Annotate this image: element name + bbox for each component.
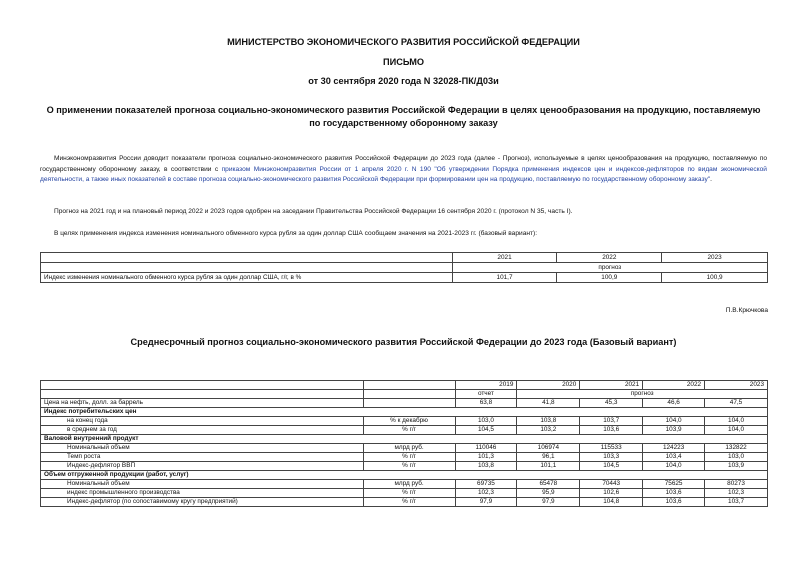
- value-cell: 101,3: [455, 453, 517, 462]
- value-cell: 103,8: [455, 462, 517, 471]
- ministry-heading: МИНИСТЕРСТВО ЭКОНОМИЧЕСКОГО РАЗВИТИЯ РОССИЙСКОЙ ФЕДЕРАЦИИ: [227, 37, 580, 47]
- value-cell: 104,0: [643, 462, 705, 471]
- value-cell: 103,7: [580, 417, 643, 426]
- table-row: [41, 426, 768, 435]
- value-cell: 97,9: [455, 498, 517, 507]
- value-cell: 103,4: [643, 453, 705, 462]
- value-cell: 101,7: [452, 273, 557, 283]
- unit-cell: % г/г: [363, 453, 455, 462]
- value-cell: 104,5: [455, 426, 517, 435]
- value-cell: 70443: [580, 480, 643, 489]
- section-header: Валовой внутренний продукт: [41, 435, 768, 444]
- value-cell: 110046: [455, 444, 517, 453]
- row-label: Номинальный объем: [41, 444, 364, 453]
- intro-text: Минэкономразвития России доводит показатели прогноза социально-экономического развития Российской Федерации до 2023 года (далее - Прогноз), используемые в целях ценообразования на продукцию, поставляемую по государственному оборонному заказу, в соответствии с: [40, 155, 767, 173]
- value-cell: 102,6: [580, 489, 643, 498]
- value-cell: 103,9: [705, 462, 768, 471]
- row-label: Индекс-дефлятор ВВП: [41, 462, 364, 471]
- value-cell: 103,2: [517, 426, 580, 435]
- signature: П.В.Крючкова: [725, 307, 768, 314]
- intro-end: .: [710, 176, 712, 183]
- empty-cell: [363, 381, 455, 390]
- value-cell: 80273: [705, 480, 768, 489]
- value-cell: 103,6: [643, 489, 705, 498]
- table-row: [41, 498, 768, 507]
- paragraph-intro: [40, 154, 767, 186]
- empty-cell: [41, 390, 364, 399]
- value-cell: 97,9: [517, 498, 580, 507]
- value-cell: 104,5: [580, 462, 643, 471]
- table-row: [41, 273, 768, 283]
- value-cell: 96,1: [517, 453, 580, 462]
- value-cell: 103,7: [705, 498, 768, 507]
- table-row: [41, 263, 768, 273]
- empty-cell: [41, 253, 453, 263]
- table-row: [41, 453, 768, 462]
- table-row: [41, 462, 768, 471]
- unit-cell: млрд руб.: [363, 480, 455, 489]
- table-row: [41, 408, 768, 417]
- unit-cell: [363, 399, 455, 408]
- year-header: 2021: [580, 381, 643, 390]
- unit-cell: % г/г: [363, 489, 455, 498]
- value-cell: 103,6: [580, 426, 643, 435]
- year-header: 2022: [643, 381, 705, 390]
- unit-cell: % г/г: [363, 426, 455, 435]
- value-cell: 100,9: [557, 273, 662, 283]
- row-label: Индекс изменения номинального обменного курса рубля за один доллар США, г/г, в %: [41, 273, 453, 283]
- table-row: [41, 417, 768, 426]
- table-row: [41, 489, 768, 498]
- value-cell: 104,8: [580, 498, 643, 507]
- forecast-subheader: прогноз: [517, 390, 768, 399]
- unit-cell: % г/г: [363, 498, 455, 507]
- row-label: индекс промышленного производства: [41, 489, 364, 498]
- value-cell: 102,3: [705, 489, 768, 498]
- document-date: от 30 сентября 2020 года N 32028-ПК/Д03и: [308, 76, 499, 86]
- empty-cell: [363, 390, 455, 399]
- value-cell: 65478: [517, 480, 580, 489]
- document-subject: О применении показателей прогноза социально-экономического развития Российской Федерации в целях ценообразования на продукцию, поставляемую по государственному оборонному заказу: [46, 105, 761, 128]
- value-cell: 103,0: [705, 453, 768, 462]
- row-label: Индекс-дефлятор (по сопоставимому кругу предприятий): [41, 498, 364, 507]
- value-cell: 124223: [643, 444, 705, 453]
- value-cell: 75625: [643, 480, 705, 489]
- value-cell: 104,0: [643, 417, 705, 426]
- value-cell: 46,6: [643, 399, 705, 408]
- value-cell: 103,6: [643, 498, 705, 507]
- report-subheader: отчет: [455, 390, 517, 399]
- value-cell: 103,0: [455, 417, 517, 426]
- year-header: 2023: [662, 253, 768, 263]
- exchange-rate-table: [40, 252, 768, 283]
- unit-cell: % г/г: [363, 462, 455, 471]
- value-cell: 100,9: [662, 273, 768, 283]
- year-header: 2023: [705, 381, 768, 390]
- forecast-title: Среднесрочный прогноз социально-экономического развития Российской Федерации до 2023 года (Базовый вариант): [130, 337, 677, 347]
- value-cell: 45,3: [580, 399, 643, 408]
- table-row: [41, 435, 768, 444]
- value-cell: 104,0: [705, 417, 768, 426]
- year-header: 2019: [455, 381, 517, 390]
- table-row: [41, 253, 768, 263]
- value-cell: 103,9: [643, 426, 705, 435]
- value-cell: 106974: [517, 444, 580, 453]
- value-cell: 104,0: [705, 426, 768, 435]
- value-cell: 69735: [455, 480, 517, 489]
- row-label: Номинальный объем: [41, 480, 364, 489]
- empty-cell: [41, 263, 453, 273]
- value-cell: 95,9: [517, 489, 580, 498]
- table-row: [41, 390, 768, 399]
- table-row: [41, 480, 768, 489]
- section-header: Объем отгруженной продукции (работ, услуг): [41, 471, 768, 480]
- value-cell: 47,5: [705, 399, 768, 408]
- row-label: Цена на нефть, долл. за баррель: [41, 399, 364, 408]
- value-cell: 103,8: [517, 417, 580, 426]
- value-cell: 115533: [580, 444, 643, 453]
- table-row: [41, 471, 768, 480]
- value-cell: 63,8: [455, 399, 517, 408]
- document-type: ПИСЬМО: [382, 57, 425, 67]
- value-cell: 103,3: [580, 453, 643, 462]
- year-header: 2020: [517, 381, 580, 390]
- table-row: [41, 444, 768, 453]
- section-header: Индекс потребительских цен: [41, 408, 768, 417]
- row-label: в среднем за год: [41, 426, 364, 435]
- unit-cell: млрд руб.: [363, 444, 455, 453]
- table-row: [41, 399, 768, 408]
- paragraph-approval: Прогноз на 2021 год и на плановый период 2022 и 2023 годов одобрен на заседании Правительства Российской Федерации 16 сентября 2020 г. (протокол N 35, часть I).: [54, 208, 573, 215]
- year-header: 2021: [452, 253, 557, 263]
- value-cell: 102,3: [455, 489, 517, 498]
- row-label: Темп роста: [41, 453, 364, 462]
- forecast-table: [40, 380, 768, 507]
- paragraph-exchange: В целях применения индекса изменения номинального обменного курса рубля за один доллар США сообщаем значения на 2021-2023 гг. (базовый вариант):: [54, 230, 538, 237]
- value-cell: 101,1: [517, 462, 580, 471]
- year-header: 2022: [557, 253, 662, 263]
- forecast-subheader: прогноз: [452, 263, 767, 273]
- row-label: на конец года: [41, 417, 364, 426]
- value-cell: 41,8: [517, 399, 580, 408]
- value-cell: 132822: [705, 444, 768, 453]
- unit-cell: % к декабрю: [363, 417, 455, 426]
- order-link[interactable]: приказом Минэкономразвития России от 1 апреля 2020 г. N 190 "Об утверждении Порядка применения индексов цен и индексов-дефляторов по видам экономической деятельности, а также иных показателей в составе прогноза социально-экономического развития Российской Федерации при формировании цен на продукцию, поставляемую по государственному оборонному заказу": [40, 165, 767, 183]
- empty-cell: [41, 381, 364, 390]
- table-row: [41, 381, 768, 390]
